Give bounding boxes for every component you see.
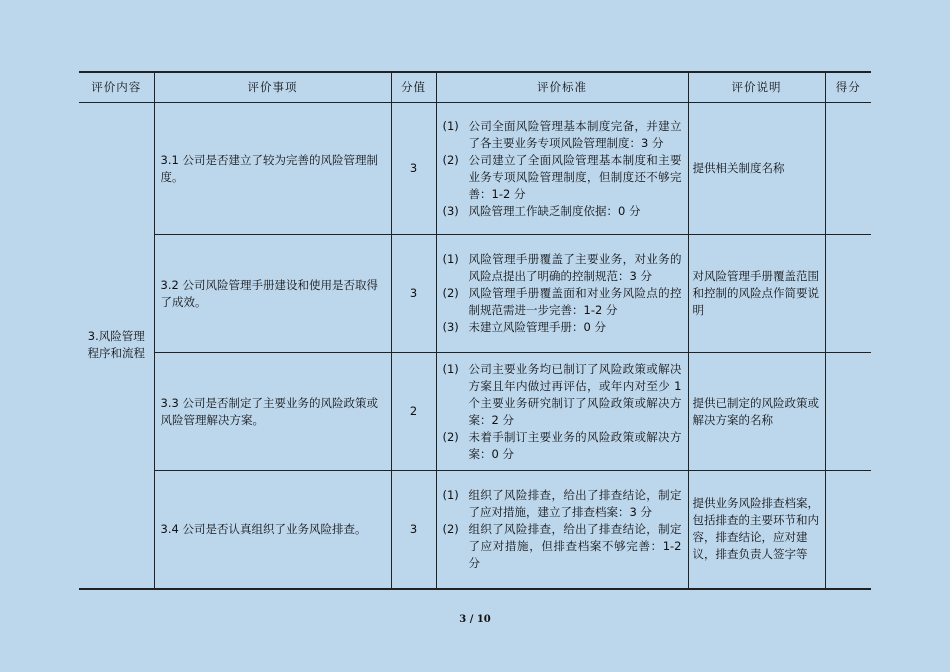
table-row	[79, 471, 871, 589]
score-cell: 3	[391, 103, 436, 235]
standard-cell	[436, 235, 688, 353]
page-number: 3 / 10	[459, 614, 491, 625]
score-cell: 3	[391, 235, 436, 353]
criterion: (2) 风险管理手册覆盖面和对业务风险点的控制规范需进一步完善：1-2 分	[442, 286, 682, 317]
criterion: (1) 风险管理手册覆盖了主要业务，对业务的风险点提出了明确的控制规范：3 分	[442, 252, 682, 283]
criterion: (3) 风险管理工作缺乏制度依据：0 分	[442, 203, 641, 218]
item-cell: 3.1 公司是否建立了较为完善的风险管理制度。	[154, 103, 391, 235]
criterion: (3) 未建立风险管理手册：0 分	[442, 320, 606, 334]
note-cell: 提供已制定的风险政策或解决方案的名称	[688, 353, 825, 471]
evaluation-table	[79, 71, 871, 590]
table-header-row	[79, 72, 871, 103]
item-cell: 3.4 公司是否认真组织了业务风险排查。	[154, 471, 391, 589]
criterion: (2) 组织了风险排查，给出了排查结论，制定了应对措施，但排查档案不够完善：1-2 分	[442, 521, 682, 570]
note-cell: 提供业务风险排查档案，包括排查的主要环节和内容，排查结论，应对建议，排查负责人签字等	[688, 471, 825, 589]
header-note: 评价说明	[688, 72, 825, 103]
got-cell	[825, 235, 871, 353]
header-score: 分值	[391, 72, 436, 103]
header-content: 评价内容	[79, 72, 154, 103]
standard-cell	[436, 353, 688, 471]
criterion: (1) 组织了风险排查，给出了排查结论，制定了应对措施，建立了排查档案：3 分	[442, 487, 682, 519]
got-cell	[825, 471, 871, 589]
score-cell: 2	[391, 353, 436, 471]
note-cell: 提供相关制度名称	[688, 103, 825, 235]
got-cell	[825, 353, 871, 471]
table-row	[79, 235, 871, 353]
criterion: (2) 未着手制订主要业务的风险政策或解决方案：0 分	[442, 429, 682, 461]
note-cell: 对风险管理手册覆盖范围和控制的风险点作简要说明	[688, 235, 825, 353]
header-standard: 评价标准	[436, 72, 688, 103]
criterion: (1) 公司全面风险管理基本制度完备，并建立了各主要业务专项风险管理制度：3 分	[442, 118, 682, 150]
header-got: 得分	[825, 72, 871, 103]
table-row	[79, 353, 871, 471]
header-item: 评价事项	[154, 72, 391, 103]
standard-cell	[436, 471, 688, 589]
got-cell	[825, 103, 871, 235]
table-row	[79, 103, 871, 235]
score-cell: 3	[391, 471, 436, 589]
category-cell: 3.风险管理程序和流程	[79, 103, 154, 589]
item-cell: 3.2 公司风险管理手册建设和使用是否取得了成效。	[154, 235, 391, 353]
criterion: (2) 公司建立了全面风险管理基本制度和主要业务专项风险管理制度，但制度还不够完善：1-2 分	[442, 152, 682, 201]
standard-cell	[436, 103, 688, 235]
criterion: (1) 公司主要业务均已制订了风险政策或解决方案且年内做过再评估，或年内对至少 1 个主要业务研究制订了风险政策或解决方案：2 分	[442, 361, 682, 427]
item-cell: 3.3 公司是否制定了主要业务的风险政策或风险管理解决方案。	[154, 353, 391, 471]
